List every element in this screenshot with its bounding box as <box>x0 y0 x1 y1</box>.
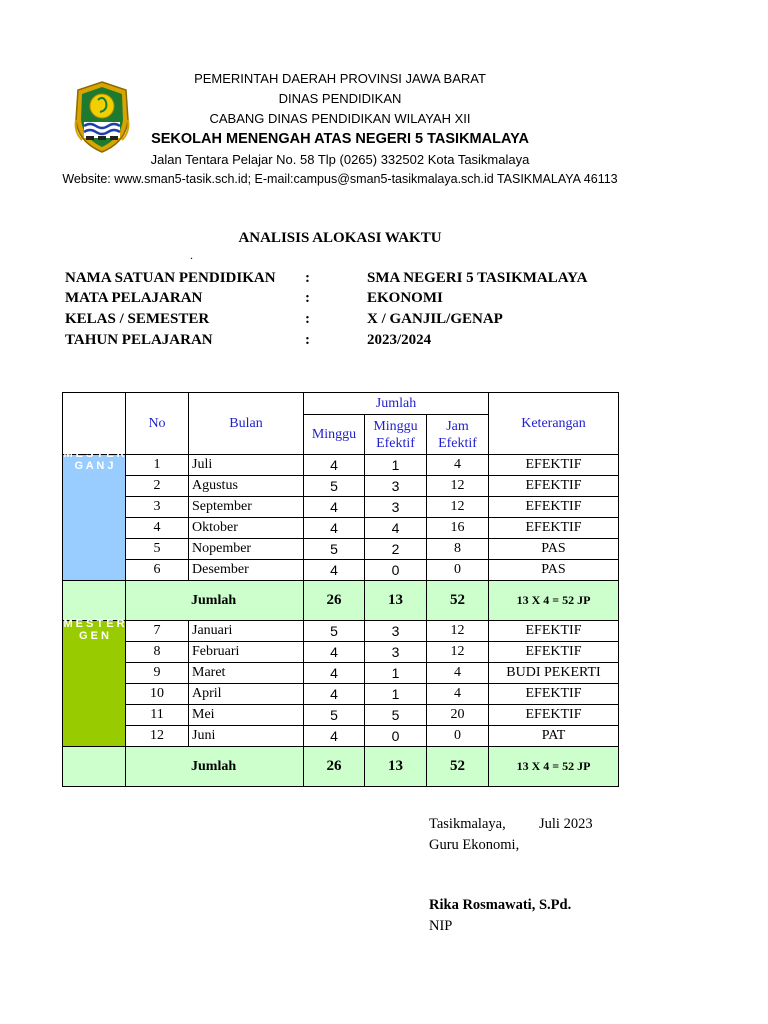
header-school-name: SEKOLAH MENENGAH ATAS NEGERI 5 TASIKMALAYA <box>151 131 529 147</box>
cell-no: 10 <box>126 684 189 705</box>
cell-jam-efektif: 8 <box>427 539 489 560</box>
semester-genap-label-cell <box>63 618 126 747</box>
cell-bulan: April <box>189 684 304 705</box>
cell-jam-efektif: 12 <box>427 476 489 497</box>
cell-bulan: Oktober <box>189 518 304 539</box>
cell-minggu-efektif: 0 <box>365 560 427 581</box>
total-minggu: 26 <box>304 747 365 787</box>
total-keterangan: 13 X 4 = 52 JP <box>489 747 619 787</box>
total-jam-efektif: 52 <box>427 747 489 787</box>
signature-name: Rika Rosmawati, S.Pd. <box>429 897 572 913</box>
header-keterangan: Keterangan <box>489 393 619 455</box>
semester-ganjil-label-cell <box>63 448 126 581</box>
cell-minggu: 4 <box>304 663 365 684</box>
cell-keterangan: PAS <box>489 539 619 560</box>
table-row <box>63 621 619 642</box>
signature-date: Juli 2023 <box>539 816 593 832</box>
cell-no: 8 <box>126 642 189 663</box>
cell-jam-efektif: 12 <box>427 621 489 642</box>
cell-minggu: 4 <box>304 726 365 747</box>
header-line-cabang: CABANG DINAS PENDIDIKAN WILAYAH XII <box>209 111 471 126</box>
stray-dot: . <box>190 248 193 262</box>
table-row <box>63 560 619 581</box>
cell-keterangan: EFEKTIF <box>489 621 619 642</box>
total-minggu-efektif: 13 <box>365 747 427 787</box>
document-title: ANALISIS ALOKASI WAKTU <box>238 230 442 246</box>
cell-minggu-efektif: 3 <box>365 621 427 642</box>
cell-minggu: 5 <box>304 705 365 726</box>
cell-keterangan: PAT <box>489 726 619 747</box>
cell-jam-efektif: 4 <box>427 455 489 476</box>
cell-bulan: Agustus <box>189 476 304 497</box>
total-label: Jumlah <box>126 581 304 621</box>
table-row <box>63 518 619 539</box>
cell-bulan: Maret <box>189 663 304 684</box>
header-address: Jalan Tentara Pelajar No. 58 Tlp (0265) 332502 Kota Tasikmalaya <box>150 152 530 167</box>
identity-colon: : <box>305 290 310 306</box>
identity-value: 2023/2024 <box>367 332 432 348</box>
cell-no: 7 <box>126 621 189 642</box>
table-row <box>63 684 619 705</box>
table-row <box>63 726 619 747</box>
table-row <box>63 497 619 518</box>
header-jam-efektif: Jam Efektif <box>427 415 489 455</box>
total-jam-efektif: 52 <box>427 581 489 621</box>
cell-minggu: 4 <box>304 684 365 705</box>
cell-keterangan: EFEKTIF <box>489 705 619 726</box>
identity-value: EKONOMI <box>367 290 443 306</box>
total-keterangan: 13 X 4 = 52 JP <box>489 581 619 621</box>
cell-jam-efektif: 12 <box>427 642 489 663</box>
cell-minggu-efektif: 1 <box>365 663 427 684</box>
signature-role: Guru Ekonomi, <box>429 837 520 853</box>
cell-keterangan: EFEKTIF <box>489 455 619 476</box>
table-header-row <box>63 393 619 415</box>
cell-bulan: Juli <box>189 455 304 476</box>
identity-label: TAHUN PELAJARAN <box>65 332 213 348</box>
total-row-ganjil <box>63 581 619 621</box>
total-blank-cell <box>63 581 126 621</box>
identity-colon: : <box>305 311 310 327</box>
identity-value: X / GANJIL/GENAP <box>367 311 503 327</box>
signature-place: Tasikmalaya, <box>429 816 506 832</box>
total-row-genap <box>63 747 619 787</box>
total-minggu-efektif: 13 <box>365 581 427 621</box>
cell-minggu: 4 <box>304 455 365 476</box>
cell-keterangan: EFEKTIF <box>489 684 619 705</box>
identity-value: SMA NEGERI 5 TASIKMALAYA <box>367 270 588 286</box>
header-website: Website: www.sman5-tasik.sch.id; E-mail:campus@sman5-tasikmalaya.sch.id TASIKMALAYA 46113 <box>62 172 618 186</box>
cell-jam-efektif: 20 <box>427 705 489 726</box>
header-minggu: Minggu <box>304 415 365 455</box>
cell-minggu-efektif: 4 <box>365 518 427 539</box>
cell-bulan: Desember <box>189 560 304 581</box>
cell-no: 12 <box>126 726 189 747</box>
cell-no: 3 <box>126 497 189 518</box>
cell-minggu: 5 <box>304 621 365 642</box>
cell-no: 2 <box>126 476 189 497</box>
header-no: No <box>126 393 189 455</box>
total-minggu: 26 <box>304 581 365 621</box>
identity-label: NAMA SATUAN PENDIDIKAN <box>65 270 276 286</box>
table-row <box>63 455 619 476</box>
cell-minggu-efektif: 5 <box>365 705 427 726</box>
cell-bulan: Juni <box>189 726 304 747</box>
cell-bulan: Mei <box>189 705 304 726</box>
identity-colon: : <box>305 270 310 286</box>
cell-minggu-efektif: 3 <box>365 476 427 497</box>
signature-nip: NIP <box>429 918 453 934</box>
cell-minggu-efektif: 3 <box>365 642 427 663</box>
cell-minggu: 5 <box>304 476 365 497</box>
cell-no: 9 <box>126 663 189 684</box>
cell-bulan: Februari <box>189 642 304 663</box>
header-minggu-efektif: Minggu Efektif <box>365 415 427 455</box>
cell-jam-efektif: 4 <box>427 663 489 684</box>
allocation-table <box>62 392 619 787</box>
cell-jam-efektif: 0 <box>427 726 489 747</box>
header-line-dinas: DINAS PENDIDIKAN <box>278 91 402 106</box>
cell-minggu: 4 <box>304 497 365 518</box>
cell-keterangan: EFEKTIF <box>489 518 619 539</box>
cell-no: 1 <box>126 455 189 476</box>
semester-ganjil-label: M E S T E R G A N J <box>63 448 125 472</box>
cell-bulan: Nopember <box>189 539 304 560</box>
cell-jam-efektif: 12 <box>427 497 489 518</box>
cell-no: 6 <box>126 560 189 581</box>
table-row <box>63 642 619 663</box>
cell-keterangan: EFEKTIF <box>489 476 619 497</box>
identity-label: KELAS / SEMESTER <box>65 311 210 327</box>
cell-no: 4 <box>126 518 189 539</box>
cell-no: 11 <box>126 705 189 726</box>
cell-jam-efektif: 16 <box>427 518 489 539</box>
table-row <box>63 705 619 726</box>
total-label: Jumlah <box>126 747 304 787</box>
cell-minggu-efektif: 3 <box>365 497 427 518</box>
identity-colon: : <box>305 332 310 348</box>
cell-minggu: 4 <box>304 518 365 539</box>
cell-jam-efektif: 4 <box>427 684 489 705</box>
semester-genap-label: M E S T E R G E N <box>63 618 125 642</box>
total-blank-cell <box>63 747 126 787</box>
cell-minggu-efektif: 0 <box>365 726 427 747</box>
header-blank-cell <box>63 393 126 455</box>
table-row <box>63 476 619 497</box>
header-line-province: PEMERINTAH DAERAH PROVINSI JAWA BARAT <box>194 71 486 86</box>
cell-keterangan: PAS <box>489 560 619 581</box>
header-jumlah: Jumlah <box>304 393 489 415</box>
cell-bulan: Januari <box>189 621 304 642</box>
cell-keterangan: BUDI PEKERTI <box>489 663 619 684</box>
cell-keterangan: EFEKTIF <box>489 642 619 663</box>
cell-jam-efektif: 0 <box>427 560 489 581</box>
table-row <box>63 539 619 560</box>
cell-no: 5 <box>126 539 189 560</box>
cell-minggu-efektif: 2 <box>365 539 427 560</box>
cell-minggu: 4 <box>304 642 365 663</box>
cell-keterangan: EFEKTIF <box>489 497 619 518</box>
cell-minggu-efektif: 1 <box>365 455 427 476</box>
cell-bulan: September <box>189 497 304 518</box>
cell-minggu: 4 <box>304 560 365 581</box>
cell-minggu: 5 <box>304 539 365 560</box>
table-row <box>63 663 619 684</box>
header-bulan: Bulan <box>189 393 304 455</box>
identity-label: MATA PELAJARAN <box>65 290 203 306</box>
cell-minggu-efektif: 1 <box>365 684 427 705</box>
